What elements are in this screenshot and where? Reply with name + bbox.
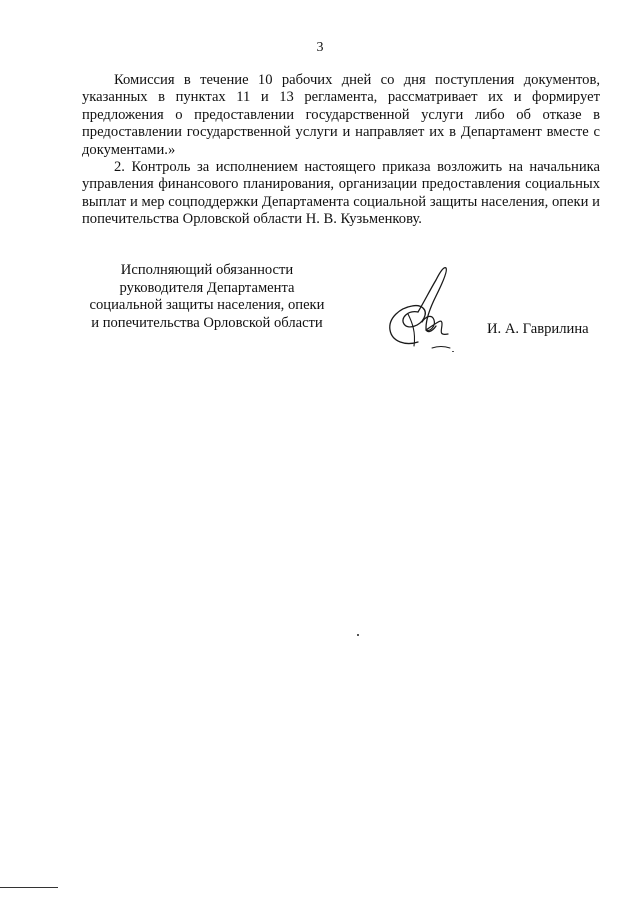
position-line: и попечительства Орловской области — [91, 314, 323, 331]
scan-speck — [357, 634, 359, 636]
position-line: руководителя Департамента — [119, 279, 295, 296]
scan-speck — [452, 351, 454, 352]
signatory-position — [72, 262, 342, 332]
position-line: социальной защиты населения, опеки — [89, 297, 325, 314]
handwritten-signature — [378, 262, 460, 350]
paragraph-control: 2. Контроль за исполнением настоящего приказа возложить на начальника управления финансового планирования, организации предоставления социальных выплат и мер соцподдержки Департамента социальной защиты населения, опеки и попечительства Орловской области Н. В. Кузьменкову. — [82, 159, 600, 228]
paragraph-commission: Комиссия в течение 10 рабочих дней со дня поступления документов, указанных в пунктах 11 и 13 регламента, рассматривает их и формирует предложения о предоставлении государственной услуги либо об отказе в предоставлении государственной услуги и направляет их в Департамент вместе с документами.» — [82, 72, 600, 158]
page-number: 3 — [316, 40, 324, 55]
position-line: Исполняющий обязанности — [120, 262, 294, 278]
signer-name: И. А. Гаврилина — [487, 321, 589, 337]
document-body — [82, 72, 600, 229]
footer-rule — [0, 887, 58, 888]
